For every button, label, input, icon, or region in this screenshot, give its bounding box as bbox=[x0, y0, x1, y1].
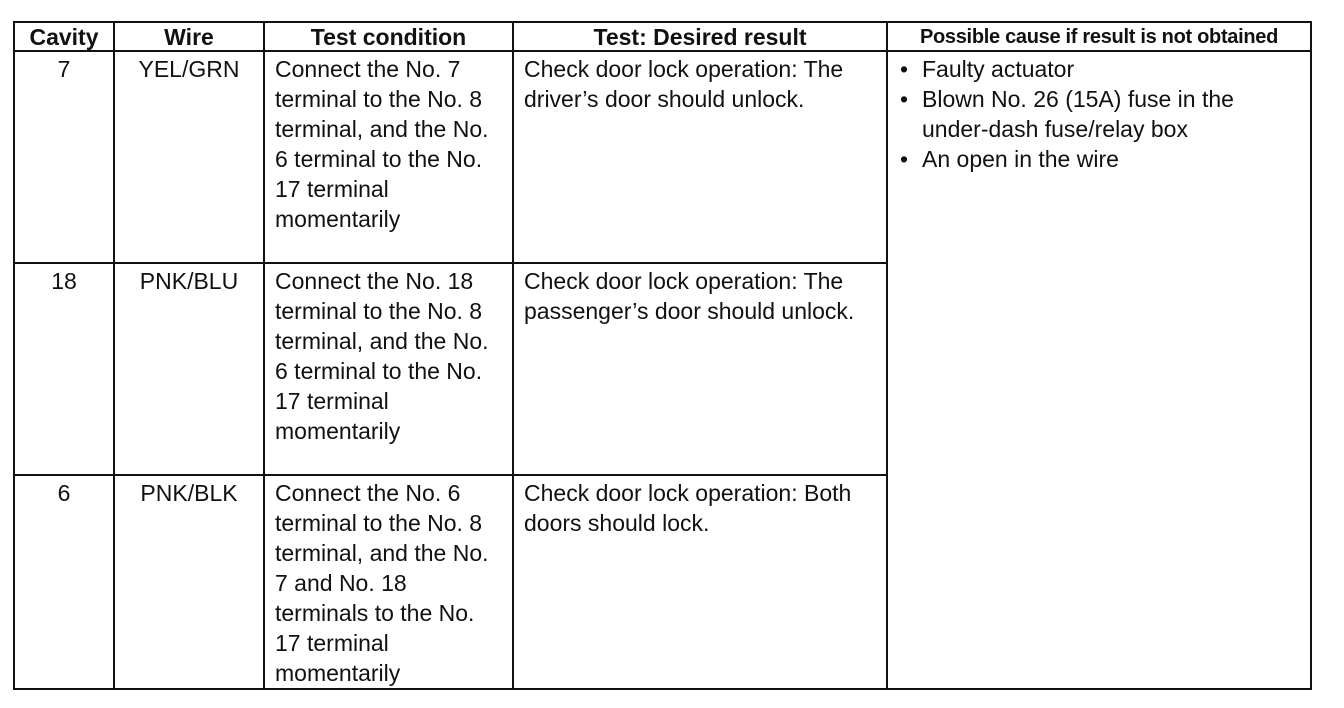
list-item bbox=[900, 84, 1302, 144]
test-condition-cell: Connect the No. 7 terminal to the No. 8 terminal, and the No. 6 terminal to the No. 17 terminal momentarily bbox=[264, 51, 513, 263]
test-condition-cell: Connect the No. 6 terminal to the No. 8 terminal, and the No. 7 and No. 18 terminals to the No. 17 terminal momentarily bbox=[264, 475, 513, 689]
header-desired-result: Test: Desired result bbox=[513, 22, 887, 51]
bullet-icon: • bbox=[900, 146, 909, 172]
desired-result-cell: Check door lock operation: Both doors should lock. bbox=[513, 475, 887, 689]
desired-result-cell: Check door lock operation: The driver’s door should unlock. bbox=[513, 51, 887, 263]
header-possible-cause: Possible cause if result is not obtained bbox=[887, 22, 1311, 51]
possible-cause-cell bbox=[887, 51, 1311, 689]
wire-cell: PNK/BLK bbox=[114, 475, 264, 689]
cause-text: Blown No. 26 (15A) fuse in the under-dash fuse/relay box bbox=[922, 86, 1234, 142]
list-item bbox=[900, 144, 1302, 174]
cause-text: Faulty actuator bbox=[922, 56, 1075, 82]
wire-cell: YEL/GRN bbox=[114, 51, 264, 263]
header-wire: Wire bbox=[114, 22, 264, 51]
desired-result-cell: Check door lock operation: The passenger’s door should unlock. bbox=[513, 263, 887, 475]
header-row bbox=[14, 22, 1311, 51]
list-item bbox=[900, 54, 1302, 84]
bullet-icon: • bbox=[900, 56, 909, 82]
door-lock-test-table bbox=[13, 21, 1312, 690]
cavity-cell: 18 bbox=[14, 263, 114, 475]
cavity-cell: 6 bbox=[14, 475, 114, 689]
bullet-icon: • bbox=[900, 86, 909, 112]
table-row bbox=[14, 51, 1311, 263]
wire-cell: PNK/BLU bbox=[114, 263, 264, 475]
header-test-condition: Test condition bbox=[264, 22, 513, 51]
header-cavity: Cavity bbox=[14, 22, 114, 51]
cause-list bbox=[900, 54, 1302, 174]
cause-text: An open in the wire bbox=[922, 146, 1119, 172]
cavity-cell: 7 bbox=[14, 51, 114, 263]
test-condition-cell: Connect the No. 18 terminal to the No. 8 terminal, and the No. 6 terminal to the No. 17 terminal momentarily bbox=[264, 263, 513, 475]
door-lock-test-table-container bbox=[13, 21, 1310, 690]
